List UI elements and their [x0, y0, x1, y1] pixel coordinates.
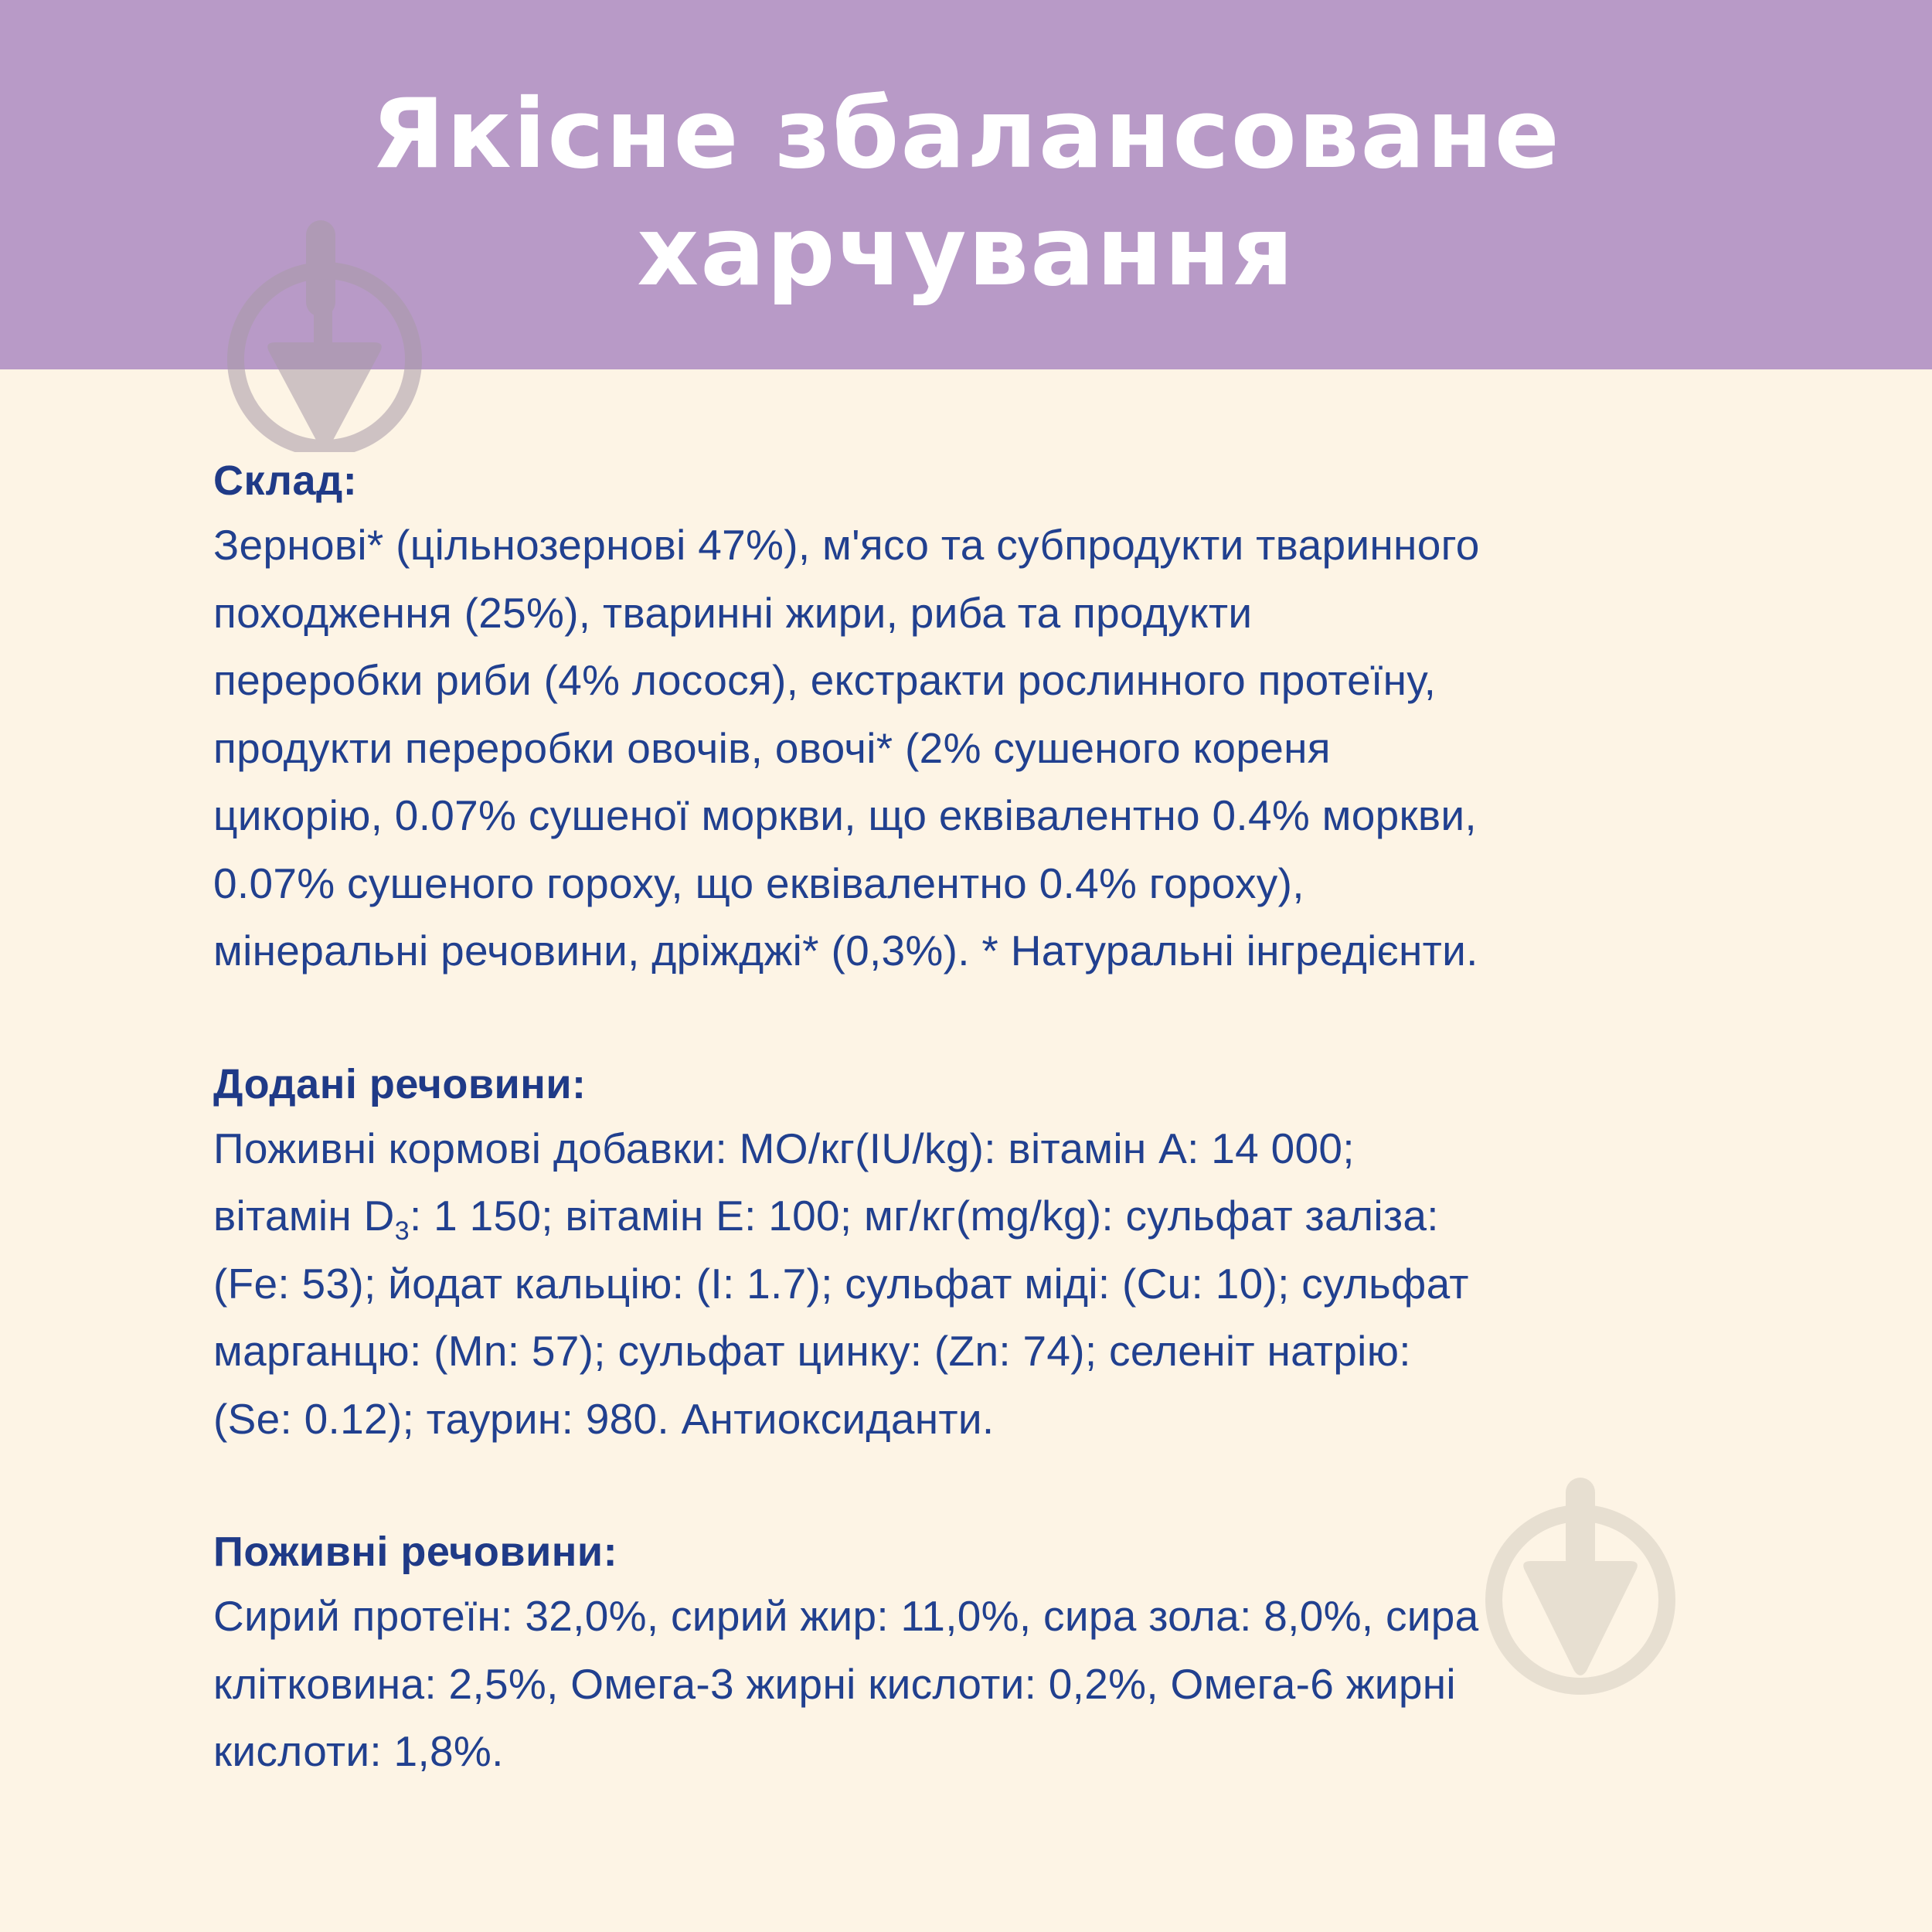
text-line: Сирий протеїн: 32,0%, сирий жир: 11,0%, сира зола: 8,0%, сира	[213, 1592, 1479, 1640]
page-title	[0, 76, 1932, 311]
text-line: клітковина: 2,5%, Омега-3 жирні кислоти: 0,2%, Омега-6 жирні	[213, 1659, 1456, 1708]
text-line	[213, 1182, 1774, 1250]
subscript-3: 3	[394, 1216, 410, 1246]
product-info	[213, 450, 1774, 1854]
text-line: походження (25%), тваринні жири, риба та продукти	[213, 588, 1253, 637]
additives-text	[213, 1115, 1774, 1454]
vitamin-d-label: вітамін D	[213, 1192, 395, 1240]
text-line: цикорію, 0.07% сушеної моркви, що еквівалентно 0.4% моркви,	[213, 791, 1478, 839]
text-line: мінеральні речовини, дріжджі* (0,3%). * Натуральні інгредієнти.	[213, 927, 1478, 975]
additives-section	[213, 1053, 1774, 1454]
nutrients-text	[213, 1583, 1774, 1786]
text-line: марганцю: (Mn: 57); сульфат цинку: (Zn: 74); селеніт натрію:	[213, 1327, 1411, 1375]
text-line: переробки риби (4% лосося), екстракти рослинного протеїну,	[213, 656, 1437, 704]
text-line: кислоти: 1,8%.	[213, 1727, 504, 1775]
composition-section	[213, 450, 1774, 985]
title-line-1: Якісне збалансоване	[371, 79, 1561, 190]
composition-heading: Склад:	[213, 457, 358, 504]
text-line: Зернові* (цільнозернові 47%), м'ясо та субпродукти тваринного	[213, 521, 1480, 569]
nutrients-section	[213, 1521, 1774, 1786]
nutrients-heading: Поживні речовини:	[213, 1529, 618, 1575]
composition-text	[213, 512, 1774, 985]
additives-heading: Додані речовини:	[213, 1060, 587, 1107]
text-line: (Fe: 53); йодат кальцію: (I: 1.7); сульфат міді: (Cu: 10); сульфат	[213, 1259, 1469, 1308]
text-fragment: : 1 150; вітамін Е: 100; мг/кг(mg/kg): сульфат заліза:	[409, 1192, 1439, 1240]
text-line: продукти переробки овочів, овочі* (2% сушеного кореня	[213, 723, 1331, 772]
text-line: (Se: 0.12); таурин: 980. Антиоксиданти.	[213, 1394, 995, 1443]
text-line: 0.07% сушеного гороху, що еквівалентно 0.4% гороху),	[213, 859, 1304, 907]
text-line: Поживні кормові добавки: МО/кг(IU/kg): вітамін А: 14 000;	[213, 1124, 1355, 1172]
title-line-2: харчування	[637, 196, 1295, 308]
